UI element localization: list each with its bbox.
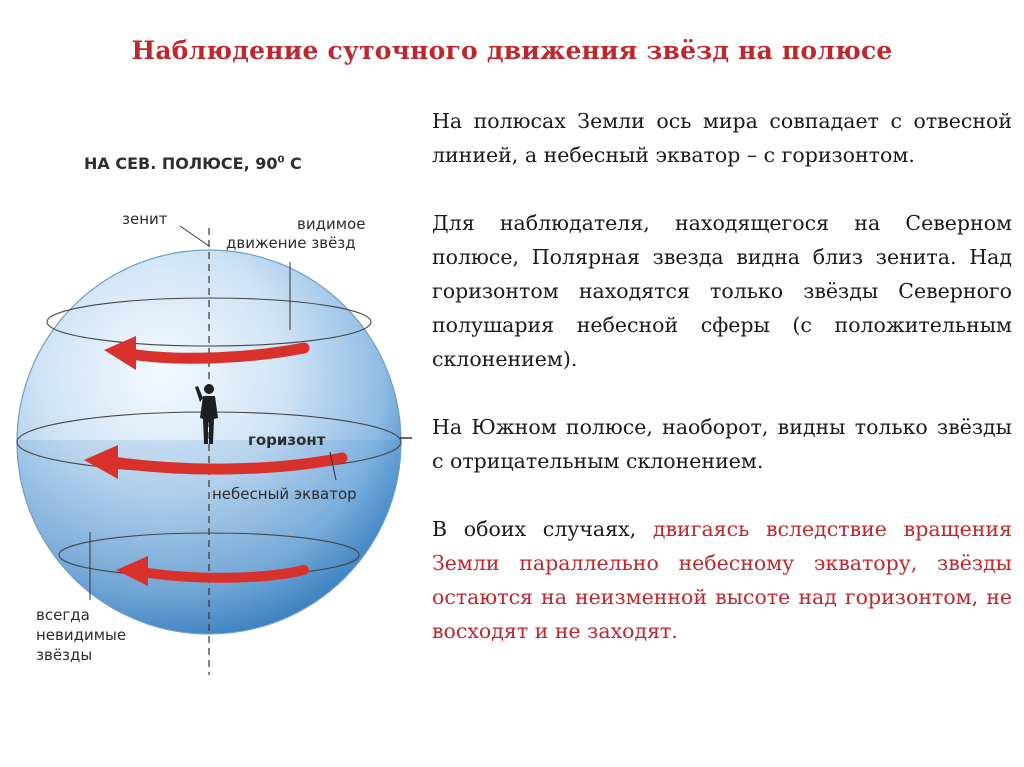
- slide-title: Наблюдение суточного движения звёзд на полюсе: [131, 36, 893, 65]
- visible-motion-label-2: движение звёзд: [226, 234, 356, 252]
- celestial-equator-label: небесный экватор: [212, 485, 357, 503]
- paragraph-1: На полюсах Земли ось мира совпадает с отвесной линией, а небесный экватор – с горизонтом.: [432, 109, 1012, 167]
- text-column: [432, 104, 1012, 648]
- paragraph-3: На Южном полюсе, наоборот, видны только звёзды с отрицательным склонением.: [432, 415, 1012, 473]
- paragraph-2: Для наблюдателя, находящегося на Северном полюсе, Полярная звезда видна близ зенита. Над горизонтом находятся только звёзды Северного полушария небесной сферы (с положительным склонением).: [432, 211, 1012, 371]
- horizon-label: горизонт: [248, 431, 326, 449]
- paragraph-4-highlight: двигаясь вследствие вращения Земли параллельно небесному экватору, звёзды остаются на неизменной высоте над горизонтом, не восходят и не заходят.: [432, 517, 1012, 643]
- paragraph-4-plain: В обоих случаях,: [432, 517, 653, 541]
- zenith-label: зенит: [122, 210, 168, 228]
- never-visible-label-3: звёзды: [36, 646, 93, 664]
- paragraph-4: [432, 512, 1012, 648]
- never-visible-label-2: невидимые: [36, 626, 127, 644]
- figure-heading: НА СЕВ. ПОЛЮСЕ, $90^0$ С: [84, 154, 302, 173]
- zenith-leader: [180, 226, 209, 246]
- visible-motion-label-1: видимое: [297, 215, 366, 233]
- never-visible-label-1: всегда: [36, 606, 90, 624]
- celestial-sphere-figure: [12, 140, 414, 706]
